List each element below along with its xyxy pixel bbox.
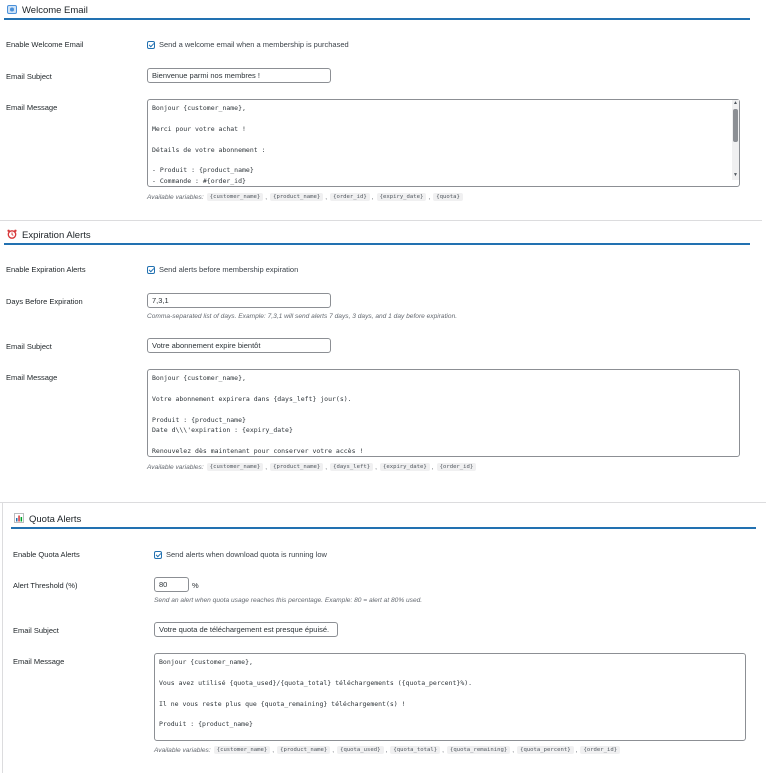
quota-alerts-section (0, 508, 766, 773)
variable-chip: {customer_name} (207, 193, 264, 201)
enable-welcome-label: Enable Welcome Email (6, 40, 84, 49)
welcome-subject-input[interactable]: Bienvenue parmi nos membres ! (147, 68, 331, 83)
alarm-clock-icon (7, 229, 17, 241)
days-before-help: Comma-separated list of days. Example: 7,3,1 will send alerts 7 days, 3 days, and 1 day before expiration. (147, 313, 458, 320)
section-underline (4, 243, 750, 245)
enable-quota-checkbox[interactable] (154, 550, 327, 559)
variable-chip: {quota_percent} (517, 746, 574, 754)
variables-label: Available variables: (147, 193, 204, 201)
scroll-down-icon[interactable]: ▼ (733, 172, 738, 178)
section-underline (4, 18, 750, 20)
expiration-variables: Available variables: {customer_name} , {product_name} , {days_left} , {expiry_date} , {order_id} (147, 463, 476, 471)
scroll-thumb[interactable] (733, 109, 738, 142)
variable-chip: {product_name} (277, 746, 330, 754)
enable-expiration-text: Send alerts before membership expiration (159, 265, 299, 274)
percent-unit: % (192, 581, 199, 590)
quota-message-textarea[interactable]: Bonjour {customer_name}, Vous avez utilisé {quota_used}/{quota_total} téléchargements ({quota_percent}%). Il ne vous reste plus que {quota_remaining} téléchargement(s) ! Produit : {product_name} (154, 653, 746, 741)
enable-quota-text: Send alerts when download quota is running low (166, 550, 327, 559)
enable-welcome-checkbox[interactable] (147, 40, 349, 49)
alert-threshold-help: Send an alert when quota usage reaches this percentage. Example: 80 = alert at 80% used. (154, 597, 423, 604)
enable-quota-label: Enable Quota Alerts (13, 550, 80, 559)
expiration-subject-input[interactable]: Votre abonnement expire bientôt (147, 338, 331, 353)
quota-subject-input[interactable]: Votre quota de téléchargement est presque épuisé. (154, 622, 338, 637)
variable-chip: {customer_name} (207, 463, 264, 471)
bar-chart-icon (14, 513, 24, 525)
variable-chip: {expiry_date} (377, 193, 427, 201)
section-divider (0, 220, 762, 221)
variable-chip: {order_id} (330, 193, 370, 201)
expiration-alerts-header (7, 225, 91, 245)
variables-label: Available variables: (147, 463, 204, 471)
variable-chip: {order_id} (437, 463, 477, 471)
expiration-message-label: Email Message (6, 373, 58, 382)
alert-threshold-label: Alert Threshold (%) (13, 581, 78, 590)
variable-chip: {quota} (433, 193, 463, 201)
welcome-message-label: Email Message (6, 103, 58, 112)
welcome-subject-label: Email Subject (6, 72, 52, 81)
variable-chip: {product_name} (270, 463, 323, 471)
variable-chip: {quota_used} (337, 746, 383, 754)
welcome-message-textarea[interactable]: Bonjour {customer_name}, Merci pour votre achat ! Détails de votre abonnement : - Produit : {product_name} - Commande : #{order_id} (147, 99, 740, 187)
alert-threshold-input[interactable]: 80 (154, 577, 189, 592)
scroll-up-icon[interactable]: ▲ (733, 100, 738, 106)
quota-variables: Available variables: {customer_name} , {product_name} , {quota_used} , {quota_total} , {quota_remaining} , {quota_percent} , {order_id} (154, 746, 620, 754)
checkbox-checked-icon[interactable] (147, 41, 155, 49)
enable-welcome-text: Send a welcome email when a membership is purchased (159, 40, 349, 49)
variable-chip: {customer_name} (214, 746, 271, 754)
checkbox-checked-icon[interactable] (147, 266, 155, 274)
variable-chip: {quota_total} (390, 746, 440, 754)
checkbox-checked-icon[interactable] (154, 551, 162, 559)
welcome-email-header (7, 0, 88, 20)
welcome-variables: Available variables: {customer_name} , {product_name} , {order_id} , {expiry_date} , {quota} (147, 193, 463, 201)
variable-chip: {expiry_date} (380, 463, 430, 471)
section-divider (0, 502, 766, 503)
section-title: Quota Alerts (29, 513, 82, 525)
quota-message-label: Email Message (13, 657, 65, 666)
section-title: Expiration Alerts (22, 229, 91, 241)
days-before-input[interactable]: 7,3,1 (147, 293, 331, 308)
enable-expiration-checkbox[interactable] (147, 265, 298, 274)
welcome-message-scrollbar[interactable] (732, 100, 739, 180)
email-icon (7, 5, 17, 16)
section-underline (11, 527, 756, 529)
days-before-label: Days Before Expiration (6, 297, 83, 306)
variable-chip: {product_name} (270, 193, 323, 201)
welcome-email-section (0, 0, 766, 215)
quota-alerts-header (14, 509, 81, 529)
expiration-alerts-section (0, 224, 766, 479)
expiration-message-textarea[interactable]: Bonjour {customer_name}, Votre abonnement expirera dans {days_left} jour(s). Produit : {product_name} Date d\\\'expiration : {expiry_date} Renouvelez dès maintenant pour conserver votre accès ! (147, 369, 740, 457)
variable-chip: {days_left} (330, 463, 373, 471)
expiration-subject-label: Email Subject (6, 342, 52, 351)
variable-chip: {order_id} (580, 746, 620, 754)
variables-label: Available variables: (154, 746, 211, 754)
section-title: Welcome Email (22, 4, 88, 16)
enable-expiration-label: Enable Expiration Alerts (6, 265, 86, 274)
quota-subject-label: Email Subject (13, 626, 59, 635)
variable-chip: {quota_remaining} (447, 746, 510, 754)
